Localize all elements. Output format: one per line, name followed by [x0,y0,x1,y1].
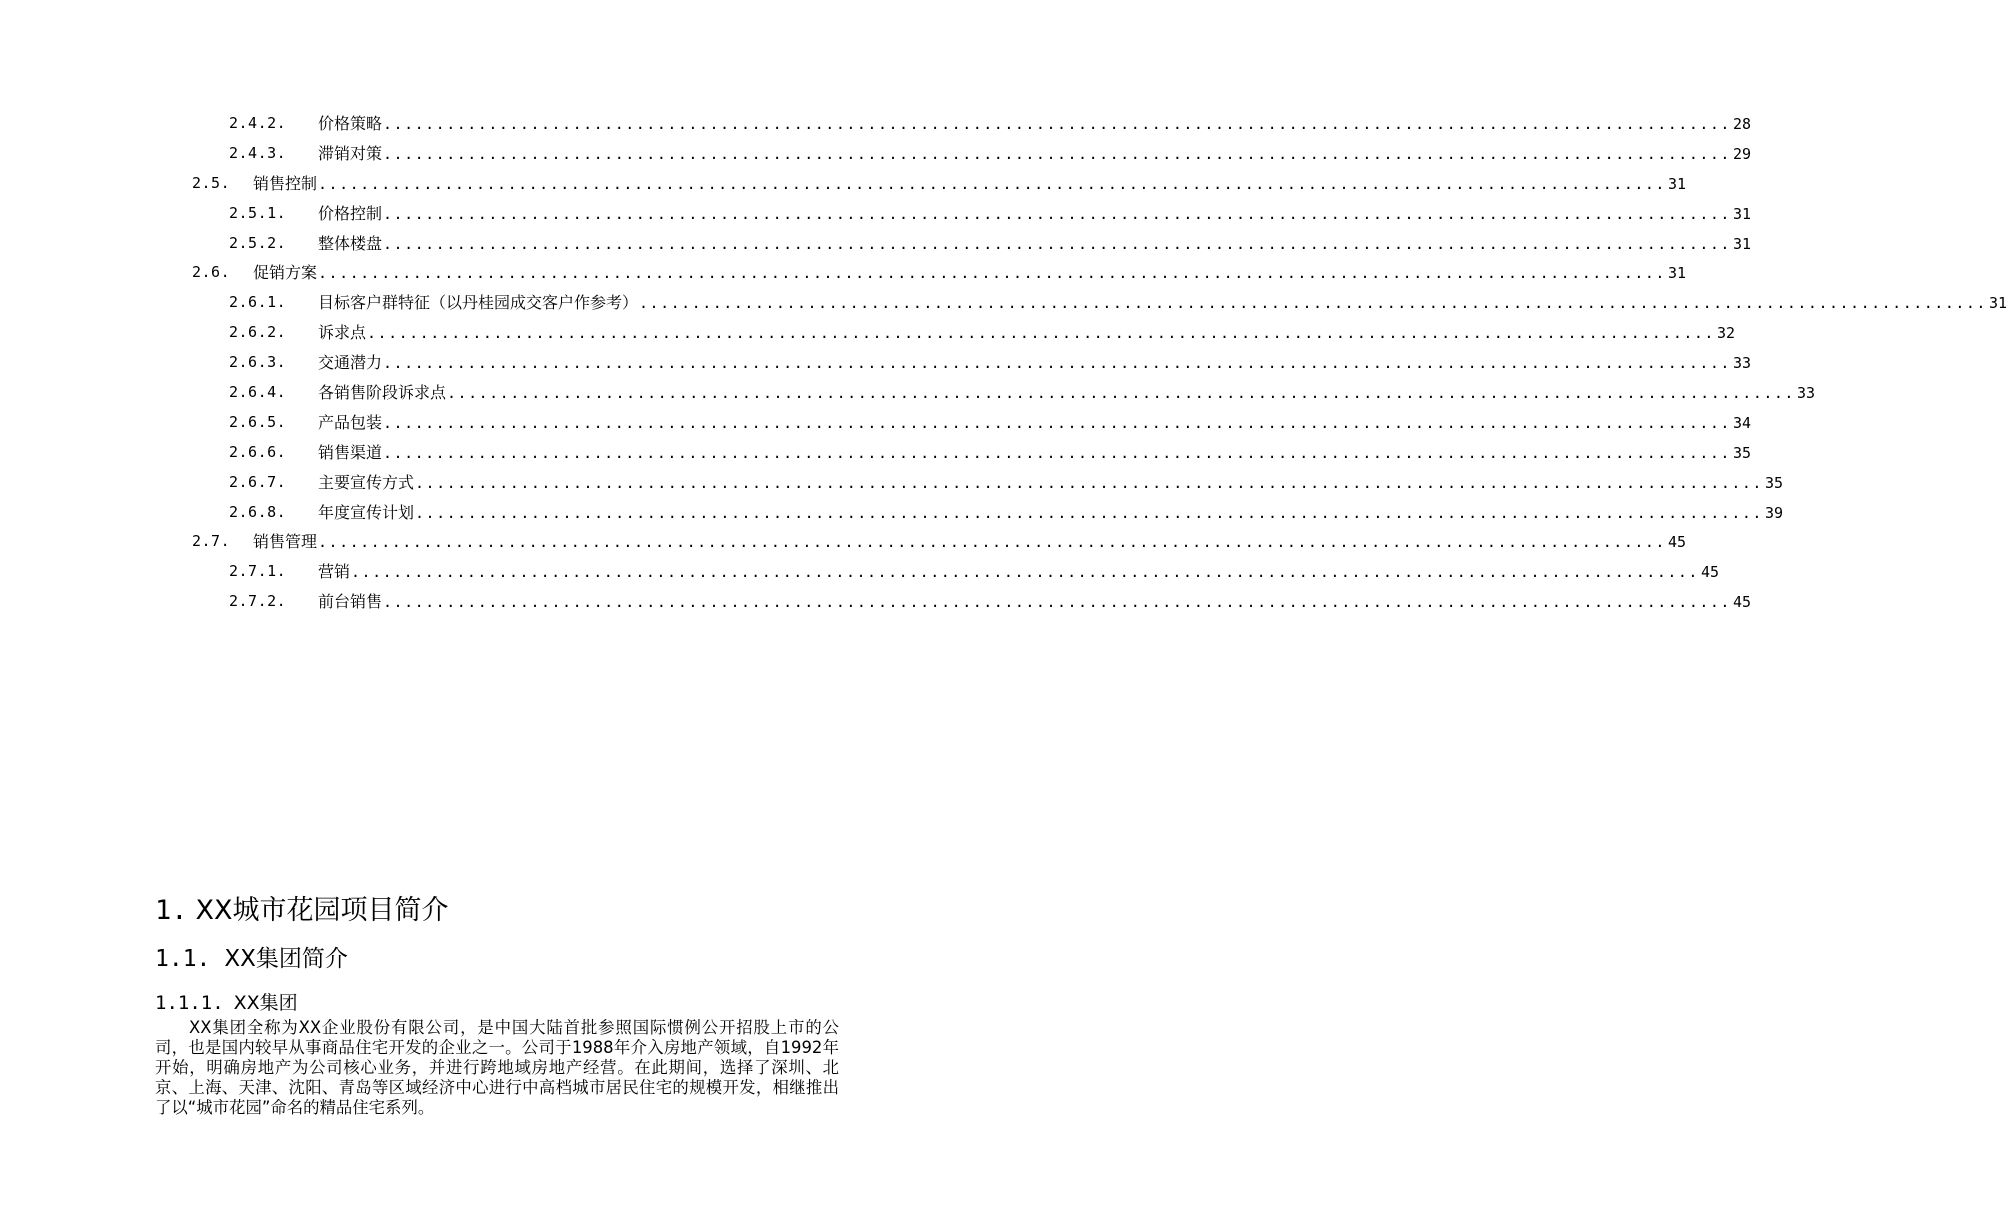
toc-dot-leader: ................................................................................................................................ [383,593,1731,612]
table-of-contents [0,109,2007,617]
toc-entry-page: 31 [1732,234,1752,253]
toc-entry-page: 31 [1667,264,1687,283]
toc-entry[interactable] [0,468,1784,498]
toc-entry-title: 销售渠道 [318,442,383,462]
toc-entry[interactable] [0,408,1752,438]
toc-entry[interactable] [0,139,1752,169]
toc-entry-number: 2.6.5. [229,412,287,431]
toc-entry-page: 31 [1667,174,1687,193]
body-paragraph: XX集团全称为XX企业股份有限公司，是中国大陆首批参照国际惯例公开招股上市的公司，也是国内较早从事商品住宅开发的企业之一。公司于1988年介入房地产领域，自1992年开始，明确房地产为公司核心业务，并进行跨地域房地产经营。在此期间，选择了深圳、北京、上海、天津、沈阳、青岛等区域经济中心进行中高档城市居民住宅的规模开发，相继推出了以“城市花园”命名的精品住宅系列。 [155,1018,839,1117]
toc-dot-leader: ................................................................................................................................ [383,443,1731,462]
toc-entry-number: 2.6.3. [229,353,287,372]
toc-entry[interactable] [0,527,1687,557]
toc-dot-leader: ................................................................................................................................ [351,563,1699,582]
toc-entry-page: 34 [1732,413,1752,432]
toc-dot-leader: ................................................................................................................................ [318,174,1666,193]
toc-dot-leader: ................................................................................................................................ [383,413,1731,432]
toc-entry-title: 各销售阶段诉求点 [318,383,447,403]
toc-dot-leader: ................................................................................................................................ [383,234,1731,253]
toc-entry-number: 2.6.2. [229,323,287,342]
toc-entry-page: 39 [1764,503,1784,522]
toc-entry-page: 28 [1732,115,1752,133]
toc-dot-leader: ................................................................................................................................ [383,115,1731,133]
toc-dot-leader: ................................................................................................................................ [383,144,1731,163]
heading-1-number: 1. [155,895,188,926]
toc-entry-page: 45 [1732,593,1752,612]
toc-entry[interactable] [0,438,1752,468]
toc-entry-page: 45 [1667,533,1687,552]
toc-entry[interactable] [0,109,1752,139]
toc-entry-title: 主要宣传方式 [318,472,415,492]
toc-entry-number: 2.4.3. [229,143,287,162]
toc-entry-title: 促销方案 [253,263,318,283]
toc-entry-page: 31 [1988,294,2007,313]
toc-entry-page: 32 [1716,324,1736,343]
toc-entry[interactable] [0,498,1784,528]
toc-entry[interactable] [0,199,1752,229]
toc-entry-page: 29 [1732,144,1752,163]
toc-dot-leader: ................................................................................................................................ [447,384,1795,403]
toc-entry-number: 2.6.7. [229,472,287,491]
toc-entry-title: 整体楼盘 [318,233,383,253]
toc-entry-title: 前台销售 [318,592,383,612]
heading-2-number: 1.1. [155,946,211,972]
toc-entry-title: 营销 [318,562,351,582]
toc-dot-leader: ................................................................................................................................ [383,354,1731,373]
toc-dot-leader: ................................................................................................................................ [318,264,1666,283]
heading-3-title: XX集团 [233,992,298,1014]
heading-level-2 [155,943,348,975]
heading-1-title: XX城市花园项目简介 [195,895,449,926]
toc-entry-title: 产品包装 [318,412,383,432]
toc-dot-leader: ................................................................................................................................ [415,503,1763,522]
toc-entry-title: 销售管理 [253,532,318,552]
toc-entry-number: 2.6.8. [229,502,287,521]
toc-entry-number: 2.6.4. [229,383,287,402]
toc-entry-number: 2.6.6. [229,442,287,461]
toc-entry-number: 2.6. [192,263,231,282]
toc-entry[interactable] [0,587,1752,617]
heading-3-number: 1.1.1. [155,992,224,1014]
toc-entry-page: 35 [1764,473,1784,492]
toc-entry[interactable] [0,557,1720,587]
toc-entry[interactable] [0,169,1687,199]
toc-entry-title: 诉求点 [318,323,367,343]
toc-entry[interactable] [0,288,2007,318]
toc-entry-title: 滞销对策 [318,143,383,163]
toc-entry[interactable] [0,348,1752,378]
toc-entry[interactable] [0,318,1736,348]
toc-entry-number: 2.4.2. [229,114,287,132]
toc-entry-number: 2.5.1. [229,203,287,222]
toc-entry-title: 价格策略 [318,114,383,133]
toc-entry[interactable] [0,229,1752,259]
toc-entry-number: 2.7. [192,532,231,551]
toc-entry-title: 交通潜力 [318,353,383,373]
toc-entry[interactable] [0,258,1687,288]
toc-entry-number: 2.7.2. [229,592,287,611]
toc-entry-number: 2.7.1. [229,562,287,581]
toc-dot-leader: ................................................................................................................................ [639,294,1987,313]
toc-entry-page: 31 [1732,204,1752,223]
toc-entry-number: 2.5.2. [229,233,287,252]
toc-dot-leader: ................................................................................................................................ [415,473,1763,492]
toc-entry[interactable] [0,378,1816,408]
toc-entry-title: 销售控制 [253,173,318,193]
toc-entry-number: 2.5. [192,173,231,192]
toc-dot-leader: ................................................................................................................................ [383,204,1731,223]
toc-dot-leader: ................................................................................................................................ [318,533,1666,552]
toc-entry-title: 价格控制 [318,203,383,223]
toc-entry-page: 33 [1732,354,1752,373]
heading-level-1 [155,893,449,929]
toc-entry-number: 2.6.1. [229,293,287,312]
heading-level-3 [155,990,298,1016]
toc-entry-title: 目标客户群特征（以丹桂园成交客户作参考） [318,293,639,313]
toc-dot-leader: ................................................................................................................................ [367,324,1715,343]
heading-2-title: XX集团简介 [224,946,348,972]
toc-entry-page: 33 [1796,384,1816,403]
toc-entry-title: 年度宣传计划 [318,502,415,522]
toc-entry-page: 35 [1732,443,1752,462]
toc-entry-page: 45 [1700,563,1720,582]
